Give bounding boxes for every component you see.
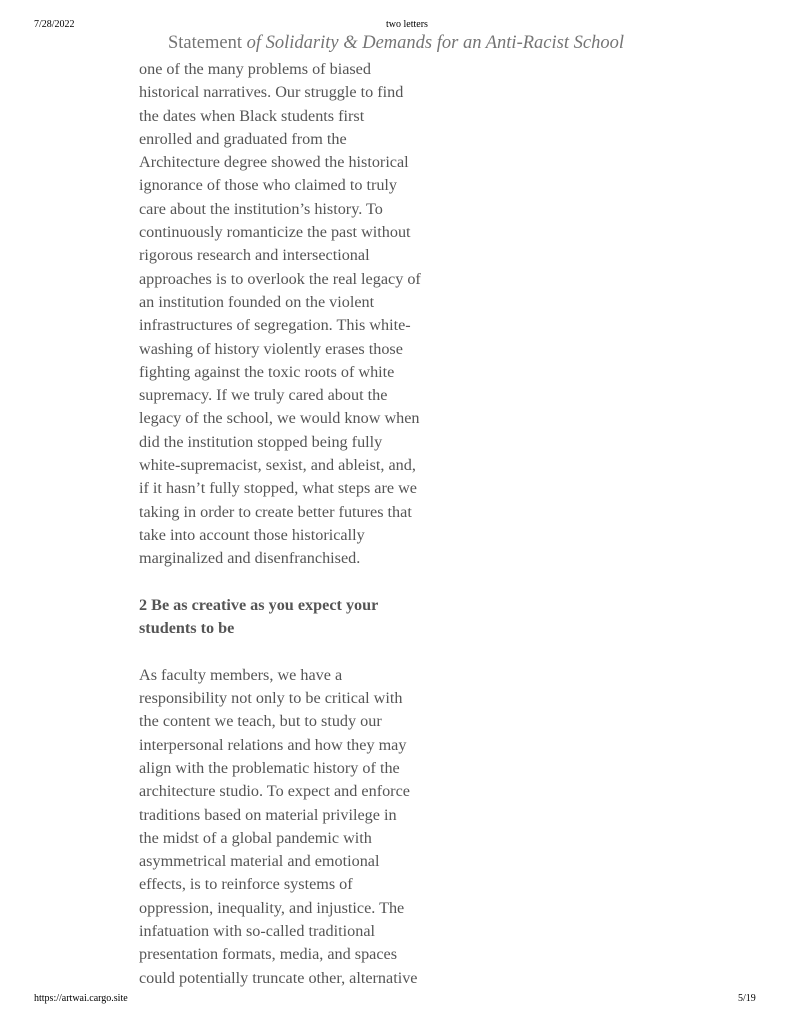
text-line: 2 Be as creative as you expect your [139,595,379,614]
text-line: rigorous research and intersectional [139,246,370,265]
text-line: Architecture degree showed the historical [139,153,409,172]
text-line: continuously romanticize the past without [139,223,411,242]
print-page-number: 5/19 [738,993,756,1004]
text-line: enrolled and graduated from the [139,129,347,148]
text-line: interpersonal relations and how they may [139,735,407,754]
text-line: students to be [139,619,235,638]
text-line: ignorance of those who claimed to truly [139,176,398,195]
text-line: take into account those historically [139,525,365,544]
text-line: marginalized and disenfranchised. [139,549,361,568]
article-body [139,58,439,990]
text-line: approaches is to overlook the real legacy of [139,269,421,288]
text-line: did the institution stopped being fully [139,432,383,451]
print-title: two letters [386,19,428,30]
site-title-italic: of Solidarity & Demands for an Anti-Racist School [241,33,624,53]
text-line: align with the problematic history of the [139,758,400,777]
text-line: white-supremacist, sexist, and ableist, and, [139,456,416,475]
text-line: an institution founded on the violent [139,292,375,311]
text-line: oppression, inequality, and injustice. The [139,898,405,917]
text-line: if it hasn’t fully stopped, what steps are we [139,479,417,498]
print-url: https://artwai.cargo.site [34,993,128,1004]
paragraph-1 [139,58,439,571]
text-line: care about the institution’s history. To [139,199,383,218]
text-line: traditions based on material privilege in [139,805,397,824]
text-line: asymmetrical material and emotional [139,852,380,871]
print-date: 7/28/2022 [34,19,75,30]
text-line: supremacy. If we truly cared about the [139,386,388,405]
site-title[interactable] [168,33,624,54]
text-line: effects, is to reinforce systems of [139,875,353,894]
text-line: responsibility not only to be critical with [139,689,403,708]
text-line: architecture studio. To expect and enforce [139,782,410,801]
text-line: infatuation with so-called traditional [139,921,375,940]
text-line: infrastructures of segregation. This white- [139,316,411,335]
section-heading-2 [139,594,439,641]
text-line: could potentially truncate other, alternative [139,968,418,987]
text-line: legacy of the school, we would know when [139,409,420,428]
text-line: the midst of a global pandemic with [139,828,372,847]
text-line: presentation formats, media, and spaces [139,945,398,964]
text-line: washing of history violently erases those [139,339,403,358]
text-line: As faculty members, we have a [139,665,343,684]
site-title-upright: Statement [168,33,242,53]
text-line: one of the many problems of biased [139,60,371,78]
paragraph-2 [139,664,439,990]
text-line: the dates when Black students first [139,106,365,125]
text-line: the content we teach, but to study our [139,712,382,731]
text-line: taking in order to create better futures that [139,502,412,521]
text-line: fighting against the toxic roots of white [139,362,395,381]
text-line: historical narratives. Our struggle to find [139,83,404,102]
